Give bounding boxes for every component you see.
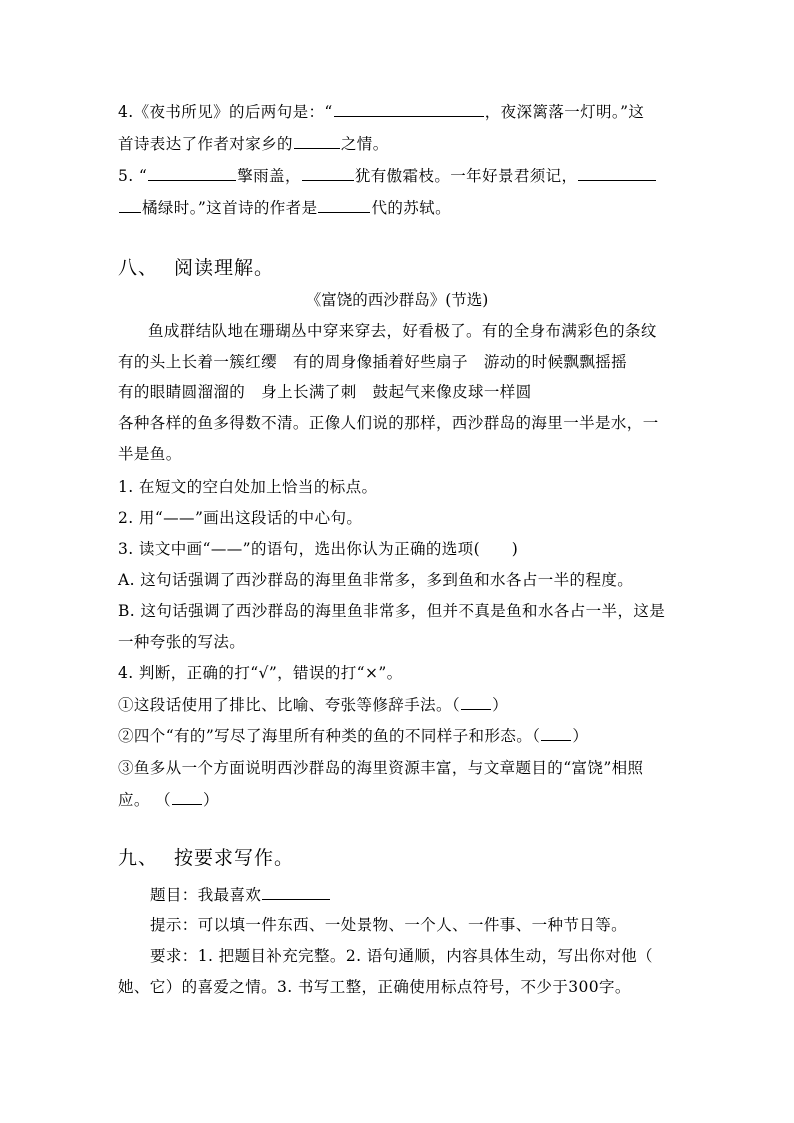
writing-requirements-line2: 她、它）的喜爱之情。3. 书写工整，正确使用标点符号，不少于300字。: [118, 978, 631, 996]
answer-blank[interactable]: [578, 165, 656, 181]
judgement-3-line1: ③鱼多从一个方面说明西沙群岛的海里资源丰富，与文章题目的“富饶”相照: [118, 759, 644, 777]
passage-line: 有的头上长着一簇红缨 有的周身像插着好些扇子 游动的时候飘飘摇摇: [118, 353, 628, 371]
passage-line: 半是鱼。: [118, 445, 182, 463]
section-9-heading: 九、 按要求写作。: [118, 847, 295, 869]
question-7-4-line2: 首诗表达了作者对家乡的 之情。: [118, 135, 389, 153]
question-7-5-line2: 橘绿时。”这首诗的作者是 代的苏轼。: [118, 197, 451, 218]
answer-blank[interactable]: [148, 165, 236, 181]
question-8-3: 3. 读文中画“——”的语句，选出你认为正确的选项( ): [118, 540, 519, 558]
answer-blank[interactable]: [318, 197, 370, 213]
writing-requirements-line1: 要求：1. 把题目补充完整。2. 语句通顺，内容具体生动，写出你对他（: [150, 947, 653, 965]
answer-blank[interactable]: [461, 694, 491, 710]
writing-topic: 题目：我最喜欢: [150, 884, 331, 905]
question-8-1: 1. 在短文的空白处加上恰当的标点。: [118, 478, 378, 496]
question-7-5-line1: 5. “ 擎雨盖， 犹有傲霜枝。一年好景君须记，: [118, 165, 657, 186]
passage-line: 有的眼睛圆溜溜的 身上长满了刺 鼓起气来像皮球一样圆: [118, 383, 532, 401]
option-a: A. 这句话强调了西沙群岛的海里鱼非常多，多到鱼和水各占一半的程度。: [118, 571, 634, 589]
passage-title: 《富饶的西沙群岛》(节选): [305, 291, 489, 309]
answer-blank[interactable]: [334, 101, 484, 117]
question-8-4: 4. 判断，正确的打“√”，错误的打“×”。: [118, 664, 403, 682]
option-b-line1: B. 这句话强调了西沙群岛的海里鱼非常多，但并不真是鱼和水各占一半，这是: [118, 602, 666, 620]
passage-line: 鱼成群结队地在珊瑚丛中穿来穿去，好看极了。有的全身布满彩色的条纹: [148, 322, 657, 340]
option-b-line2: 一种夸张的写法。: [118, 633, 246, 651]
answer-blank[interactable]: [172, 789, 202, 805]
topic-blank[interactable]: [262, 884, 330, 900]
answer-blank[interactable]: [541, 725, 571, 741]
question-8-2: 2. 用“——”画出这段话的中心句。: [118, 509, 363, 527]
answer-blank[interactable]: [119, 197, 141, 213]
answer-blank[interactable]: [294, 133, 340, 149]
writing-hint: 提示：可以填一件东西、一处景物、一个人、一件事、一种节日等。: [150, 916, 628, 934]
question-7-4-line1: 4.《夜书所见》的后两句是：“ ，夜深篱落一灯明。”这: [118, 103, 645, 121]
passage-line: 各种各样的鱼多得数不清。正像人们说的那样，西沙群岛的海里一半是水，一: [118, 414, 659, 432]
judgement-3-line2: 应。 （ ）: [118, 791, 219, 809]
section-8-heading: 八、 阅读理解。: [118, 257, 275, 279]
answer-blank[interactable]: [302, 165, 354, 181]
judgement-2: ②四个“有的”写尽了海里所有种类的鱼的不同样子和形态。（ ）: [118, 727, 589, 745]
judgement-1: ①这段话使用了排比、比喻、夸张等修辞手法。（ ）: [118, 696, 508, 714]
